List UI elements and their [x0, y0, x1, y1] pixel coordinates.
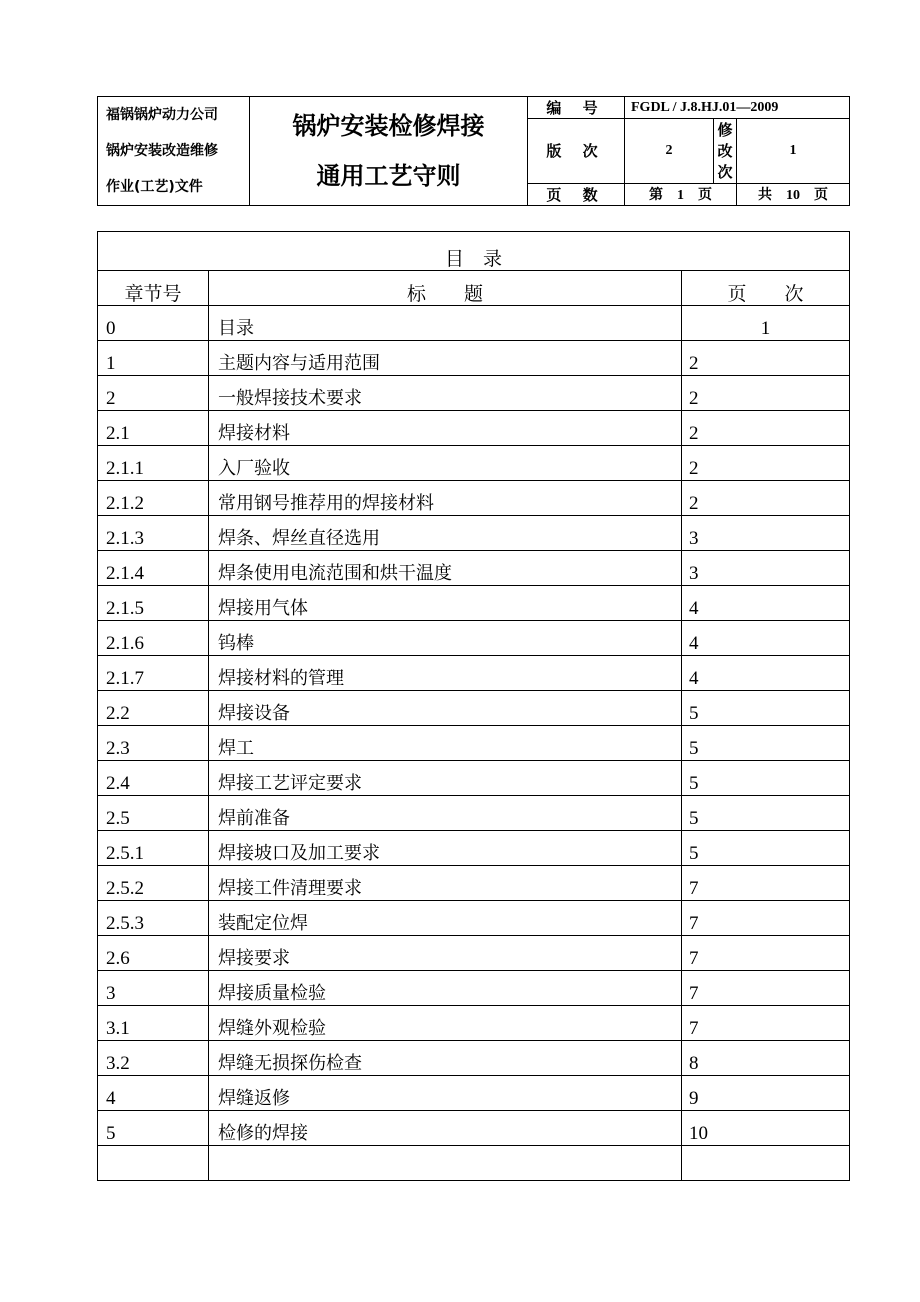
section-number: 2.1.1	[98, 446, 209, 481]
organization-line: 福锅锅炉动力公司	[106, 107, 218, 123]
column-header-title: 标 题	[209, 271, 682, 306]
section-title: 焊接坡口及加工要求	[209, 831, 682, 866]
section-title: 装配定位焊	[209, 901, 682, 936]
section-title: 一般焊接技术要求	[209, 376, 682, 411]
revision-label: 修改次	[714, 119, 737, 184]
section-number: 2.4	[98, 761, 209, 796]
section-page	[682, 1146, 850, 1181]
edition-value: 2	[625, 119, 714, 184]
table-row	[98, 551, 850, 586]
table-row	[98, 516, 850, 551]
section-title: 焊接材料的管理	[209, 656, 682, 691]
table-row	[98, 971, 850, 1006]
section-title: 焊接设备	[209, 691, 682, 726]
table-row	[98, 1006, 850, 1041]
table-row	[98, 306, 850, 341]
code-label: 编 号	[528, 97, 625, 119]
section-number: 5	[98, 1111, 209, 1146]
section-title: 焊前准备	[209, 796, 682, 831]
revision-value: 1	[737, 119, 850, 184]
table-row	[98, 831, 850, 866]
document-type-line: 作业(工艺)文件	[106, 179, 203, 195]
section-page: 5	[682, 761, 850, 796]
page-current: 第 1 页	[625, 183, 737, 205]
section-number: 2.5.1	[98, 831, 209, 866]
section-number: 2.1.5	[98, 586, 209, 621]
section-title: 焊接用气体	[209, 586, 682, 621]
section-title: 目录	[209, 306, 682, 341]
section-title: 检修的焊接	[209, 1111, 682, 1146]
section-page: 2	[682, 446, 850, 481]
section-number: 2.5	[98, 796, 209, 831]
section-number: 2.1.7	[98, 656, 209, 691]
column-header-section: 章节号	[98, 271, 209, 306]
section-title: 焊工	[209, 726, 682, 761]
table-of-contents	[97, 231, 850, 1181]
pages-label: 页 数	[528, 183, 625, 205]
section-page: 1	[682, 306, 850, 341]
section-title: 焊接要求	[209, 936, 682, 971]
section-page: 7	[682, 971, 850, 1006]
section-number: 3.2	[98, 1041, 209, 1076]
document-title-line-1: 锅炉安装检修焊接	[292, 112, 485, 140]
table-row	[98, 936, 850, 971]
page-total: 共 10 页	[737, 183, 850, 205]
section-title: 焊接材料	[209, 411, 682, 446]
section-title: 主题内容与适用范围	[209, 341, 682, 376]
section-number: 3.1	[98, 1006, 209, 1041]
table-row	[98, 866, 850, 901]
table-row	[98, 1041, 850, 1076]
section-number: 2.1.6	[98, 621, 209, 656]
section-title: 焊缝无损探伤检查	[209, 1041, 682, 1076]
section-page: 2	[682, 376, 850, 411]
section-title: 焊条使用电流范围和烘干温度	[209, 551, 682, 586]
section-page: 5	[682, 691, 850, 726]
table-row	[98, 621, 850, 656]
section-page: 5	[682, 831, 850, 866]
section-page: 5	[682, 726, 850, 761]
document-title	[250, 97, 528, 206]
section-page: 10	[682, 1111, 850, 1146]
section-title: 钨棒	[209, 621, 682, 656]
section-title: 焊条、焊丝直径选用	[209, 516, 682, 551]
section-page: 5	[682, 796, 850, 831]
section-page: 8	[682, 1041, 850, 1076]
organization-block	[98, 97, 250, 206]
section-number: 4	[98, 1076, 209, 1111]
table-row	[98, 796, 850, 831]
section-title: 入厂验收	[209, 446, 682, 481]
section-number: 2.1.4	[98, 551, 209, 586]
section-page: 7	[682, 901, 850, 936]
section-page: 2	[682, 481, 850, 516]
table-row	[98, 341, 850, 376]
section-title: 焊接质量检验	[209, 971, 682, 1006]
table-row	[98, 376, 850, 411]
table-row	[98, 586, 850, 621]
section-page: 4	[682, 586, 850, 621]
table-row	[98, 411, 850, 446]
section-page: 2	[682, 411, 850, 446]
section-page: 7	[682, 936, 850, 971]
section-number: 2.1.2	[98, 481, 209, 516]
table-row	[98, 691, 850, 726]
section-number: 2	[98, 376, 209, 411]
document-header	[97, 96, 850, 206]
document-title-line-2: 通用工艺守则	[316, 162, 461, 190]
section-number: 2.3	[98, 726, 209, 761]
department-line: 锅炉安装改造维修	[106, 143, 218, 159]
table-row	[98, 1111, 850, 1146]
section-number: 2.1	[98, 411, 209, 446]
section-title: 常用钢号推荐用的焊接材料	[209, 481, 682, 516]
section-number	[98, 1146, 209, 1181]
section-page: 7	[682, 866, 850, 901]
section-page: 9	[682, 1076, 850, 1111]
section-number: 1	[98, 341, 209, 376]
table-row	[98, 1076, 850, 1111]
section-page: 4	[682, 656, 850, 691]
section-title: 焊接工艺评定要求	[209, 761, 682, 796]
table-row	[98, 481, 850, 516]
document-code: FGDL / J.8.HJ.01—2009	[625, 97, 850, 119]
table-row	[98, 901, 850, 936]
section-number: 2.1.3	[98, 516, 209, 551]
section-number: 2.6	[98, 936, 209, 971]
section-title: 焊接工件清理要求	[209, 866, 682, 901]
table-row	[98, 1146, 850, 1181]
section-page: 7	[682, 1006, 850, 1041]
section-page: 3	[682, 551, 850, 586]
section-page: 3	[682, 516, 850, 551]
section-page: 4	[682, 621, 850, 656]
table-row	[98, 726, 850, 761]
toc-caption: 目 录	[98, 232, 850, 271]
table-row	[98, 446, 850, 481]
table-row	[98, 761, 850, 796]
section-title: 焊缝返修	[209, 1076, 682, 1111]
section-number: 3	[98, 971, 209, 1006]
column-header-page: 页 次	[682, 271, 850, 306]
section-number: 2.5.3	[98, 901, 209, 936]
section-number: 2.5.2	[98, 866, 209, 901]
section-title	[209, 1146, 682, 1181]
edition-label: 版 次	[528, 119, 625, 184]
section-number: 2.2	[98, 691, 209, 726]
section-number: 0	[98, 306, 209, 341]
section-title: 焊缝外观检验	[209, 1006, 682, 1041]
table-row	[98, 656, 850, 691]
section-page: 2	[682, 341, 850, 376]
